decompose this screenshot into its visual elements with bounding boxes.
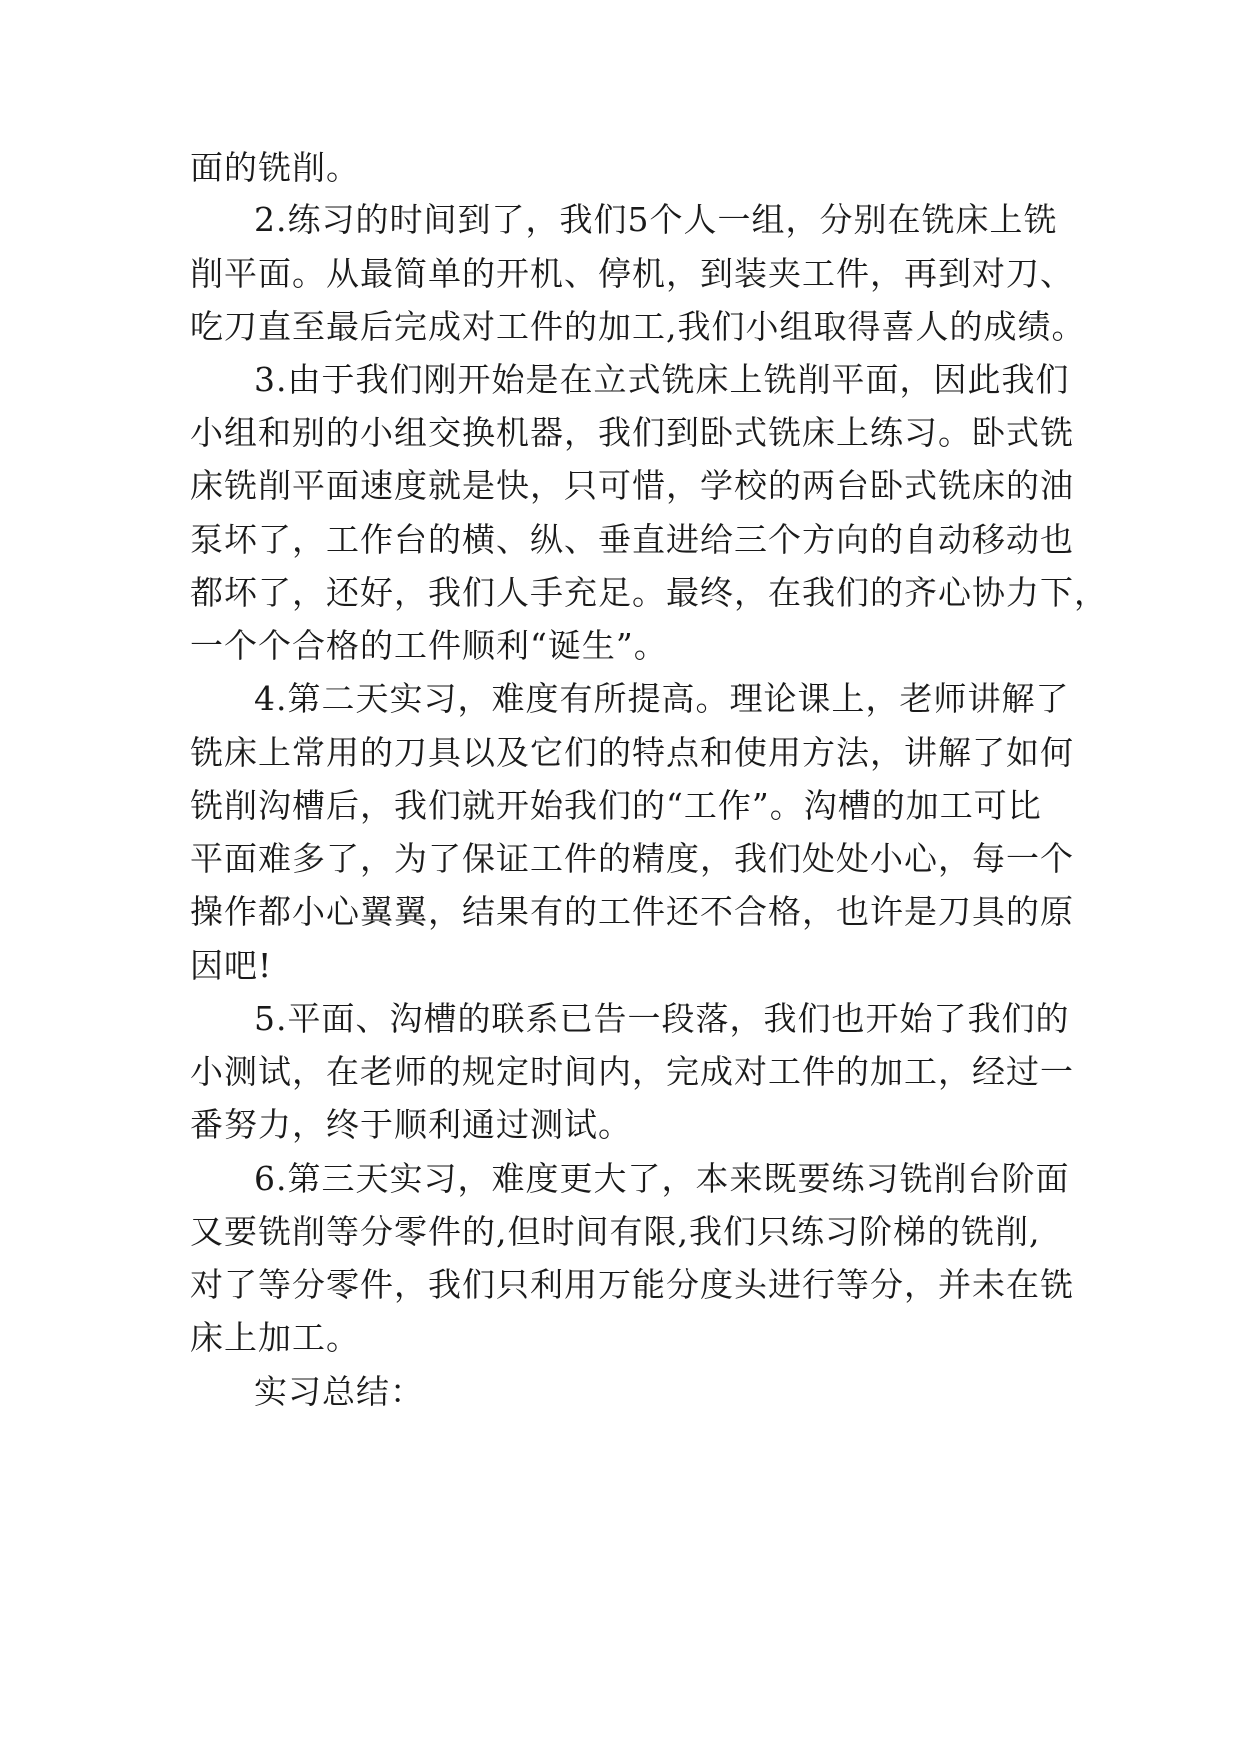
text-line: 一个个合格的工件顺利“诞生”。 <box>190 626 668 665</box>
text-line: 平面难多了，为了保证工件的精度，我们处处小心，每一个 <box>190 839 1074 878</box>
text-line: 面的铣削。 <box>190 148 360 187</box>
text-line: 小组和别的小组交换机器，我们到卧式铣床上练习。卧式铣 <box>190 413 1074 452</box>
text-line: 番努力，终于顺利通过测试。 <box>190 1105 632 1144</box>
text-line: 操作都小心翼翼，结果有的工件还不合格，也许是刀具的原 <box>190 892 1074 931</box>
text-line: 削平面。从最简单的开机、停机，到装夹工件，再到对刀、 <box>190 254 1074 293</box>
paragraph-6-line-1: 6.第三天实习，难度更大了，本来既要练习铣削台阶面 <box>254 1159 1070 1198</box>
section-heading: 实习总结： <box>254 1372 424 1411</box>
text-line: 铣床上常用的刀具以及它们的特点和使用方法，讲解了如何 <box>190 733 1074 772</box>
text-line: 都坏了，还好，我们人手充足。最终，在我们的齐心协力下， <box>190 573 1108 612</box>
text-line: 对了等分零件，我们只利用万能分度头进行等分，并未在铣 <box>190 1265 1074 1304</box>
text-line: 床上加工。 <box>190 1318 360 1357</box>
text-line: 床铣削平面速度就是快，只可惜，学校的两台卧式铣床的油 <box>190 466 1074 505</box>
paragraph-4-line-1: 4.第二天实习，难度有所提高。理论课上，老师讲解了 <box>254 679 1070 718</box>
text-line: 小测试，在老师的规定时间内，完成对工件的加工，经过一 <box>190 1052 1074 1091</box>
text-line: 铣削沟槽后，我们就开始我们的“工作”。沟槽的加工可比 <box>190 786 1042 825</box>
text-line: 吃刀直至最后完成对工件的加工,我们小组取得喜人的成绩。 <box>190 307 1086 346</box>
paragraph-3-line-1: 3.由于我们刚开始是在立式铣床上铣削平面，因此我们 <box>254 360 1070 399</box>
text-line: 泵坏了，工作台的横、纵、垂直进给三个方向的自动移动也 <box>190 520 1074 559</box>
text-line: 因吧! <box>190 946 273 985</box>
text-line: 又要铣削等分零件的,但时间有限,我们只练习阶梯的铣削, <box>190 1212 1041 1251</box>
paragraph-2-line-1: 2.练习的时间到了，我们5个人一组，分别在铣床上铣 <box>254 200 1058 239</box>
paragraph-5-line-1: 5.平面、沟槽的联系已告一段落，我们也开始了我们的 <box>254 999 1070 1038</box>
